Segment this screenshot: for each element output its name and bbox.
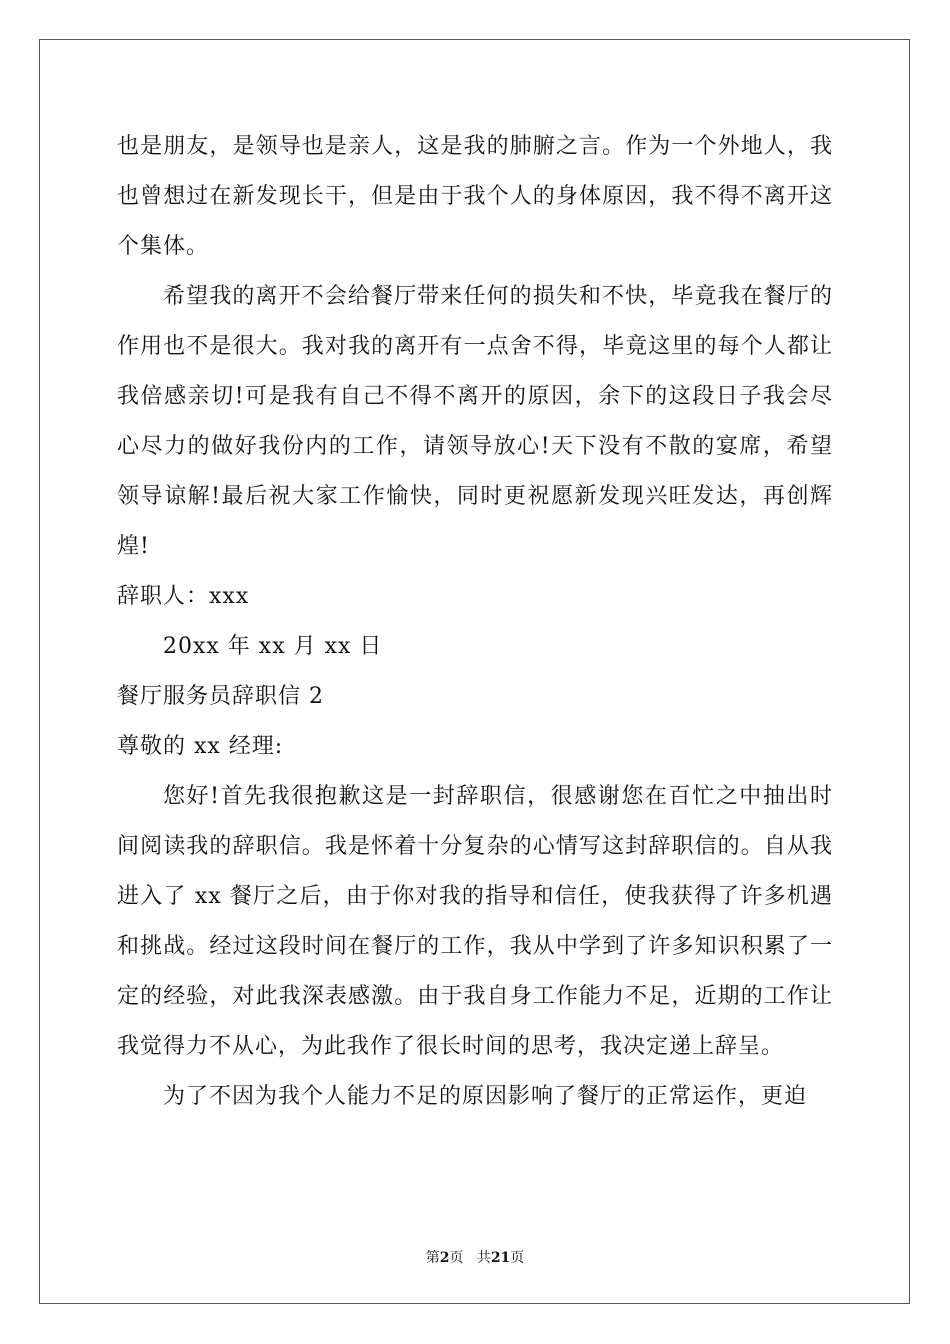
date-line: 20xx 年 xx 月 xx 日: [163, 634, 383, 659]
paragraph-reason: 为了不因为我个人能力不足的原因影响了餐厅的正常运作，更迫: [163, 1084, 808, 1109]
total-prefix: 共: [476, 1250, 491, 1266]
page-prefix: 第: [425, 1250, 440, 1266]
salutation: 尊敬的 xx 经理:: [117, 734, 284, 759]
page-number: 2: [439, 1250, 450, 1266]
document-body: [117, 122, 833, 1122]
paragraph-farewell: 希望我的离开不会给餐厅带来任何的损失和不快，毕竟我在餐厅的作用也不是很大。我对我的离开有一点舍不得，毕竟这里的每个人都让我倍感亲切!可是我有自己不得不离开的原因，余下的这段日子我会尽心尽力的做好我份内的工作，请领导放心!天下没有不散的宴席，希望领导谅解!最后祝大家工作愉快，同时更祝愿新发现兴旺发达，再创辉煌!: [117, 284, 833, 559]
page-footer: [0, 1247, 950, 1267]
paragraph-continued: 也是朋友，是领导也是亲人，这是我的肺腑之言。作为一个外地人，我也曾想过在新发现长干，但是由于我个人的身体原因，我不得不离开这个集体。: [117, 134, 833, 259]
section-title: 餐厅服务员辞职信 2: [117, 684, 324, 709]
page-suffix: 页: [449, 1250, 464, 1266]
total-pages: 21: [490, 1250, 511, 1266]
signature-line: 辞职人：xxx: [117, 584, 250, 609]
total-suffix: 页: [510, 1250, 525, 1266]
paragraph-greeting: 您好!首先我很抱歉这是一封辞职信，很感谢您在百忙之中抽出时间阅读我的辞职信。我是怀着十分复杂的心情写这封辞职信的。自从我进入了 xx 餐厅之后，由于你对我的指导和信任，使我获得了许多机遇和挑战。经过这段时间在餐厅的工作，我从中学到了许多知识积累了一定的经验，对此我深表感激。由于我自身工作能力不足，近期的工作让我觉得力不从心，为此我作了很长时间的思考，我决定递上辞呈。: [117, 784, 833, 1059]
